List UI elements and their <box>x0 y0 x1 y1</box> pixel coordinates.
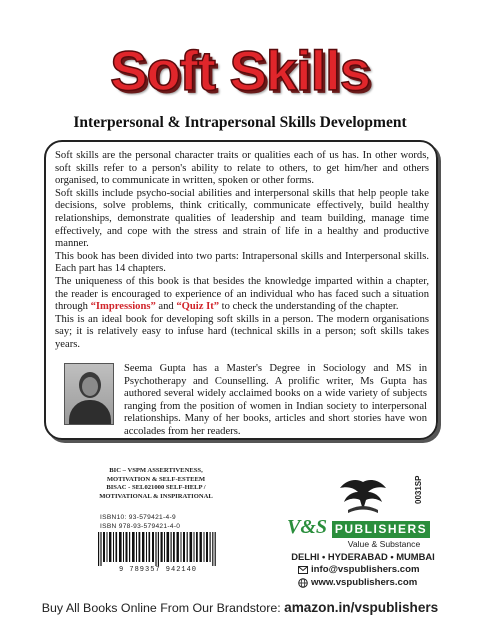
description-paragraph-4: The uniqueness of this book is that besides the knowledge imparted within a chapter, the reader is encouraged to experience of an individual who has faced such a situation through “Impressions” and “Quiz It” to check the understanding of the chapter. <box>55 275 429 313</box>
isbn13: ISBN 978-93-579421-4-0 <box>100 522 181 530</box>
publisher-tagline: Value & Substance <box>347 539 421 549</box>
footer-text: Buy All Books Online From Our Brandstore: <box>41 601 285 615</box>
highlight-impressions: “Impressions” <box>90 301 156 313</box>
product-code: 0031SP <box>414 475 423 505</box>
website-contact <box>298 577 417 588</box>
book-subtitle: Interpersonal & Intrapersonal Skills Development <box>73 114 407 131</box>
description-paragraph-3: This book has been divided into two parts: Intrapersonal skills and Interpersonal skills. Each part has 14 chapters. <box>55 250 429 275</box>
email-text[interactable]: info@vspublishers.com <box>311 564 420 575</box>
publisher-cities: DELHI • HYDERABAD • MUMBAI <box>291 551 435 562</box>
isbn-block <box>100 514 220 531</box>
footer-line <box>0 600 480 615</box>
description-paragraph-2: Soft skills include psycho-social abilities and interpersonal skills that help people take decisions, solve problems, think critically, communicate effectively, build healthy relationships, demonstrate qualities of leadership and team building, manage time effectively, and cope with the stress and strain of life in a healthy and productive manner. <box>55 187 429 250</box>
isbn10: ISBN10: 93-579421-4-9 <box>100 514 176 521</box>
highlight-quiz-it: “Quiz It” <box>176 301 220 313</box>
bisac-line-1: BISAC - SEL021000 SELF-HELP / <box>106 484 206 492</box>
bic-line-1: BIC – VSPM ASSERTIVENESS, <box>109 467 203 474</box>
globe-icon <box>298 578 308 588</box>
bisac-line-2: MOTIVATIONAL & INSPIRATIONAL <box>99 492 213 500</box>
website-text[interactable]: www.vspublishers.com <box>311 577 418 588</box>
barcode-digits: 9 789357 942140 <box>118 566 197 574</box>
email-icon <box>298 565 308 575</box>
description-paragraph-5: This is an ideal book for developing soft skills in a person. The modern organisations say; it is relatively easy to infuse hard (technical skills in a person; soft skills takes years. <box>55 313 429 350</box>
classification-codes <box>96 467 216 501</box>
author-photo <box>64 363 114 425</box>
publisher-brand: V&S <box>287 516 328 538</box>
footer-link[interactable]: amazon.in/vspublishers <box>284 600 439 615</box>
description-paragraph-1: Soft skills are the personal character traits or qualities each of us has. In other words, soft skills refer to a person's ability to relate to others, to get him/her and others organised, to communicate in written, spoken or other forms. <box>55 150 429 187</box>
publisher-name: PUBLISHERS <box>332 521 430 538</box>
publisher-logo-icon <box>338 476 388 516</box>
bic-line-2: MOTIVATION & SELF-ESTEEM <box>106 475 206 483</box>
email-contact <box>298 564 420 575</box>
author-bio: Seema Gupta has a Master's Degree in Sociology and MS in Psychotherapy and Counselling. A prolific writer, Ms Gupta has authored several widely acclaimed books on a wide variety of subjects ranging from the position of women in Indian society to interpersonal relationships. Many of her books, articles and short stories have won accolades from her readers. <box>124 363 427 437</box>
barcode-icon <box>98 532 216 566</box>
description-text <box>55 150 429 352</box>
book-title: Soft Skills <box>110 39 370 102</box>
